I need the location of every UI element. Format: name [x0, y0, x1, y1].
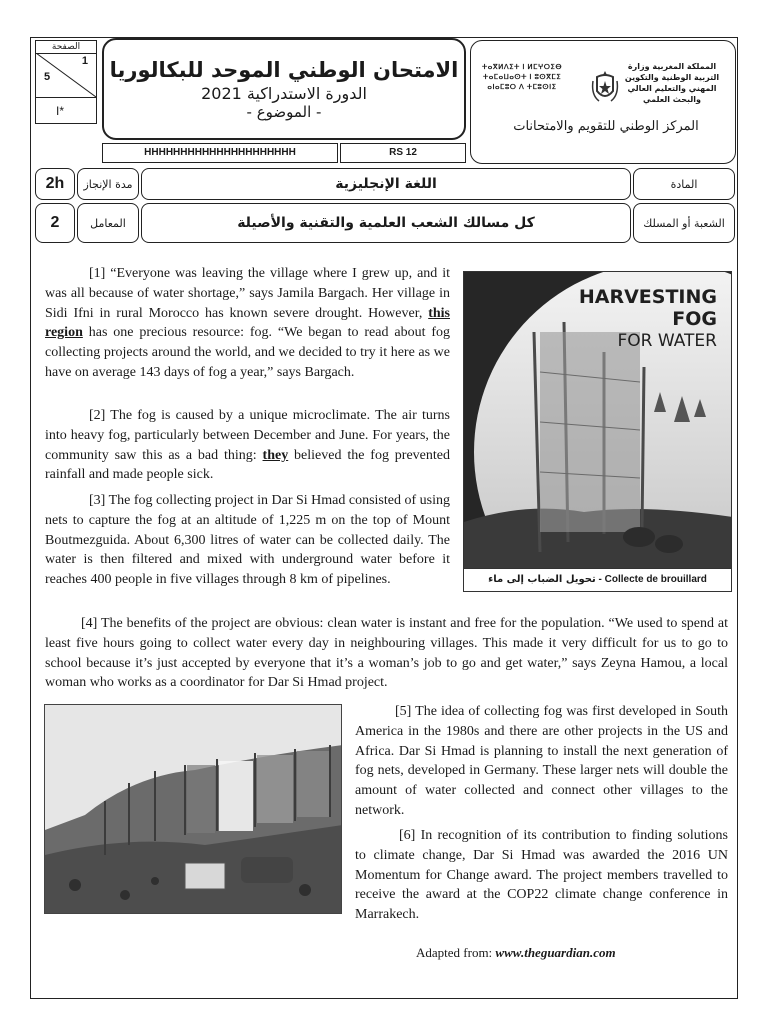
paragraph-2: [2] The fog is caused by a unique microclimate. The air turns into heavy fog, particularly between December and June. For years, the community saw this as a bad thing: they believed the fog prevented rainfall and made people sick.	[45, 408, 451, 483]
rs-code: RS 12	[340, 143, 466, 163]
national-center-name: المركز الوطني للتقويم والامتحانات	[513, 119, 699, 134]
headline-for-water: FOR WATER	[617, 331, 717, 351]
subject-type: - الموضوع -	[246, 103, 322, 121]
page-number: 1	[81, 55, 88, 67]
serial-code: HHHHHHHHHHHHHHHHHHHHH	[102, 143, 338, 163]
ministry-tifinagh: ⵜⴰⴳⵍⴷⵉⵜ ⵏ ⵍⵎⵖⵔⵉⴱ ⵜⴰⵎⴰⵡⴰⵙⵜ ⵏ ⵓⵙⴳⵎⵉ ⴰⵏⴰⵎⵓⵔ ⴷ ⵜⵎⵓⵙⵏⵉ	[481, 64, 563, 91]
underlined-this-region: this region	[45, 305, 450, 341]
exam-title-box	[102, 38, 466, 140]
coef-value: 2	[50, 214, 60, 231]
underlined-they: they	[262, 447, 289, 463]
paragraph-4: [4] The benefits of the project are obvious: clean water is instant and free for the population. “We used to spend at least five hours going to collect water every day in neighbouring villages. This made it very difficult for us to go to school because it’s just accepted by everyone that it’s a woman’s job to go and get water,” says Zeyna Hamou, a local woman who works as a coordinator for Dar Si Hmad project.	[45, 616, 728, 691]
headline-harvesting: HARVESTING	[578, 286, 717, 308]
source-link: www.theguardian.com	[495, 945, 616, 960]
stream-value: كل مسالك الشعب العلمية والتقنية والأصيلة	[237, 215, 535, 231]
paragraph-3: [3] The fog collecting project in Dar Si Hmad consisted of using nets to capture the fog at an altitude of 1,225 m on the top of Mount Boutmezguida. About 6,300 litres of water can be collected daily. The water is then filtered and mixed with underground water before it reaches 400 people in five villages through 8 km of pipelines.	[45, 493, 450, 588]
coef-label: المعامل	[90, 216, 126, 230]
paragraph-6: [6] In recognition of its contribution to finding solutions to climate change, Dar Si Hmad was awarded the 2016 UN Momentum for Change award. The project members travelled to receive the award at the COP22 climate change conference in Marrakech.	[355, 828, 728, 923]
page-number-box	[35, 40, 97, 124]
duration-label: مدة الإنجاز	[83, 177, 133, 191]
morocco-emblem-icon	[591, 69, 619, 105]
subject-value: اللغة الإنجليزية	[335, 176, 437, 192]
paragraph-1: [1] “Everyone was leaving the village where I grew up, and it was all because of water shortage,” says Jamila Bargach. Her village in Sidi Ifni in rural Morocco has known severe drought. However, this region has one precious resource: fog. “We began to read about fog collecting projects around the world, and we decided to try it here as we have on average 143 days of fog a year,” says Bargach.	[45, 266, 450, 380]
headline-fog: FOG	[672, 308, 717, 330]
fog-nets-hillside-photo	[44, 704, 342, 914]
page-total: 5	[44, 71, 51, 83]
duration-value: 2h	[45, 175, 65, 192]
exam-session: الدورة الاستدراكية 2021	[201, 84, 367, 103]
figure-caption: تحويل الضباب إلى ماء - Collecte de brouillard	[464, 568, 731, 591]
coef-stream-row	[35, 203, 735, 243]
exam-title: الامتحان الوطني الموحد للبكالوريا	[109, 58, 459, 82]
ministry-arabic: المملكة المغربية وزارة التربية الوطنية والتكوين المهني والتعليم العالي والبحث العلمي	[624, 62, 720, 104]
source-citation: Adapted from: www.theguardian.com	[416, 945, 616, 960]
page-label: الصفحة	[36, 41, 96, 54]
ministry-logo-box	[470, 40, 736, 164]
duration-subject-row	[35, 168, 735, 200]
stream-label: الشعبة أو المسلك	[643, 216, 725, 230]
harvesting-fog-figure	[463, 271, 732, 592]
figure-headline	[579, 286, 717, 352]
exam-code: I*	[36, 97, 96, 123]
caption-arabic: تحويل الضباب إلى ماء	[488, 574, 596, 585]
caption-french: Collecte de brouillard	[604, 574, 707, 585]
paragraph-5: [5] The idea of collecting fog was first developed in South America in the 1980s and there are other projects in the US and Africa. Dar Si Hmad is planning to install the next generation of fog nets, developed in Germany. These larger nets will double the amount of water collected and connect other villages to the network.	[355, 704, 728, 818]
subject-label: المادة	[670, 177, 698, 191]
